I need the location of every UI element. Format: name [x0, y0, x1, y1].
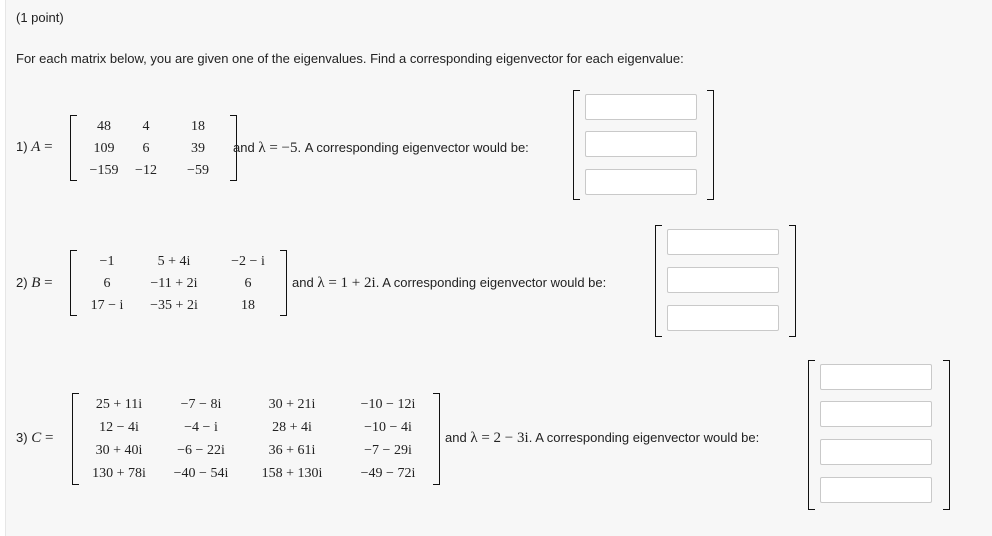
right-bracket [943, 360, 950, 510]
eigenvector-1-entry-1[interactable] [585, 94, 697, 120]
right-bracket [707, 90, 714, 200]
problem-panel [5, 0, 992, 536]
matrix-entry: 17 − i [90, 298, 124, 313]
matrix-entry: 4 [142, 119, 150, 134]
instructions: For each matrix below, you are given one of the eigenvalues. Find a corresponding eigenvector for each eigenvalue: [16, 51, 684, 66]
matrix-a [70, 115, 237, 181]
eigenvalue: λ = 1 + 2i [317, 275, 376, 291]
equals-sign: = [40, 139, 53, 155]
problem-2-statement [292, 275, 606, 292]
problem-1-number: 1) [16, 139, 28, 154]
eigenvector-3-entry-2[interactable] [820, 401, 932, 427]
matrix-entry: −7 − 29i [364, 442, 412, 458]
points-label: (1 point) [16, 10, 64, 25]
matrix-entry: 12 − 4i [99, 419, 139, 435]
eigenvector-1-entry-3[interactable] [585, 169, 697, 195]
and-text: and [292, 275, 314, 290]
eigenvalue: λ = 2 − 3i [470, 430, 529, 446]
statement-suffix: . A corresponding eigenvector would be: [297, 140, 529, 155]
problem-2-number: 2) [16, 275, 28, 290]
matrix-entry: −35 + 2i [150, 298, 198, 313]
eigenvector-3-entry-1[interactable] [820, 364, 932, 390]
problem-2-label [16, 275, 53, 292]
matrix-b-entries [82, 251, 280, 317]
matrix-b [70, 250, 287, 316]
matrix-entry: 158 + 130i [261, 465, 323, 481]
matrix-entry: −2 − i [231, 254, 265, 269]
right-bracket [789, 225, 796, 337]
problem-1-statement [233, 140, 529, 157]
matrix-entry: −7 − 8i [180, 396, 222, 412]
matrix-entry: 5 + 4i [157, 254, 191, 269]
and-text: and [445, 430, 467, 445]
matrix-entry: 18 [191, 119, 205, 134]
matrix-entry: 28 + 4i [272, 419, 312, 435]
matrix-entry: 6 [244, 276, 252, 291]
matrix-entry: 30 + 21i [268, 396, 316, 412]
matrix-entry: 109 [93, 141, 115, 156]
equals-sign: = [40, 275, 53, 291]
matrix-entry: −40 − 54i [173, 465, 229, 481]
eigenvector-2-entry-1[interactable] [667, 229, 779, 255]
matrix-entry: 18 [241, 298, 255, 313]
matrix-name: A [31, 139, 41, 155]
matrix-entry: 48 [97, 119, 111, 134]
matrix-entry: −11 + 2i [150, 276, 198, 291]
eigenvector-2 [655, 225, 796, 337]
right-bracket [280, 250, 287, 316]
matrix-entry: 39 [191, 141, 205, 156]
left-bracket [808, 360, 815, 510]
left-bracket [70, 115, 77, 181]
eigenvector-3 [808, 360, 950, 510]
eigenvector-1 [573, 90, 714, 200]
matrix-c-entries [80, 393, 436, 485]
matrix-entry: −12 [135, 163, 157, 178]
left-bracket [72, 393, 79, 485]
matrix-c [72, 393, 440, 485]
problem-3-number: 3) [16, 430, 28, 445]
matrix-entry: −59 [187, 163, 209, 178]
matrix-entry: −49 − 72i [360, 465, 416, 481]
matrix-entry: 6 [103, 276, 111, 291]
matrix-entry: −10 − 4i [364, 419, 412, 435]
matrix-name: B [31, 275, 41, 291]
matrix-entry: −4 − i [184, 419, 218, 435]
matrix-entry: −1 [99, 254, 115, 269]
matrix-entry: 36 + 61i [268, 442, 316, 458]
matrix-entry: 130 + 78i [92, 465, 146, 481]
left-bracket [70, 250, 77, 316]
left-bracket [573, 90, 580, 200]
matrix-a-entries [84, 116, 228, 182]
eigenvector-1-entry-2[interactable] [585, 131, 697, 157]
statement-suffix: . A corresponding eigenvector would be: [528, 430, 760, 445]
equals-sign: = [41, 430, 54, 446]
eigenvector-3-entry-4[interactable] [820, 477, 932, 503]
and-text: and [233, 140, 255, 155]
eigenvector-3-entry-3[interactable] [820, 439, 932, 465]
problem-3-label [16, 430, 53, 447]
eigenvalue: λ = −5 [258, 140, 298, 156]
matrix-entry: −159 [89, 163, 119, 178]
eigenvector-2-entry-3[interactable] [667, 305, 779, 331]
left-bracket [655, 225, 662, 337]
problem-1-label [16, 139, 53, 156]
matrix-entry: −10 − 12i [360, 396, 416, 412]
matrix-entry: −6 − 22i [177, 442, 225, 458]
matrix-entry: 25 + 11i [95, 396, 143, 412]
matrix-entry: 6 [142, 141, 150, 156]
matrix-entry: 30 + 40i [95, 442, 143, 458]
problem-3-statement [445, 430, 759, 447]
eigenvector-2-entry-2[interactable] [667, 267, 779, 293]
matrix-name: C [31, 430, 42, 446]
statement-suffix: . A corresponding eigenvector would be: [375, 275, 607, 290]
